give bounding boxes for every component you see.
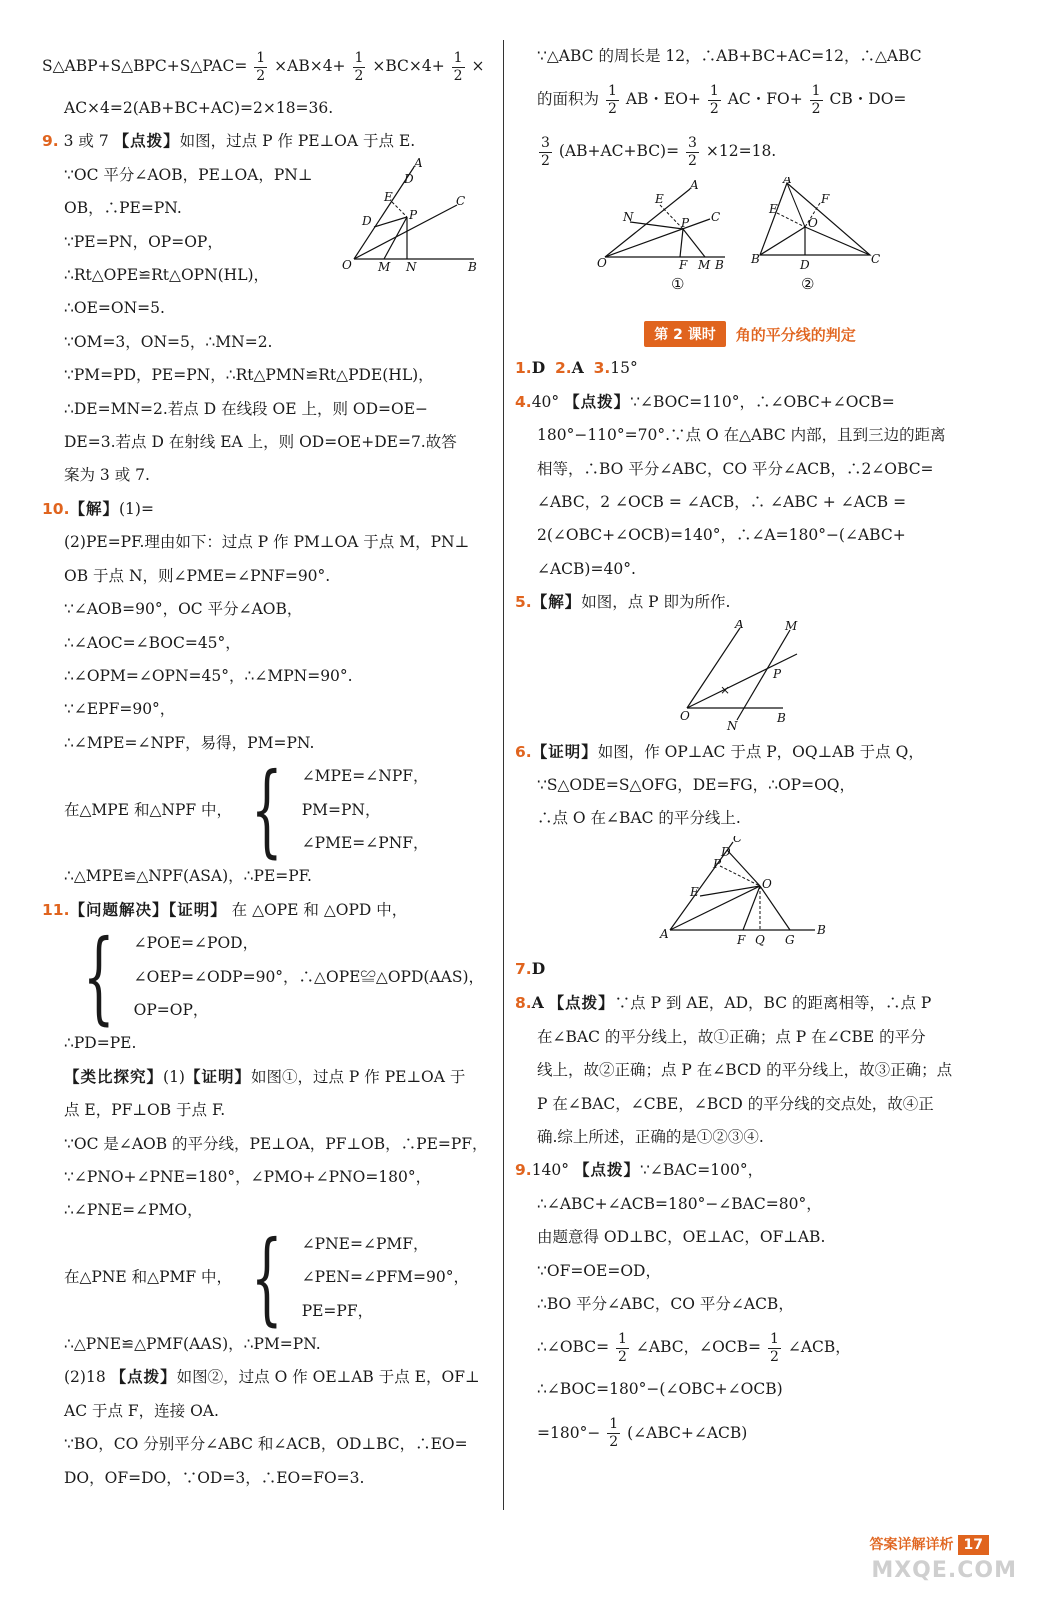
svg-text:P: P [773, 666, 782, 681]
text-line: ∴∠ABC+∠ACB=180°−∠BAC=80°， [537, 1194, 822, 1213]
text-line: ∴△MPE≌△NPF(ASA)，∴PE=PF. [64, 867, 312, 886]
text-line: OB，∴PE=PN. [64, 199, 182, 218]
text-line: ∵OM=3，ON=5，∴MN=2. [64, 332, 273, 351]
text-line: 点 E，PF⊥OB 于点 F. [64, 1101, 226, 1120]
svg-text:F: F [679, 258, 688, 273]
text-line: 由题意得 OD⊥BC，OE⊥AC，OF⊥AB. [537, 1228, 826, 1247]
footer-label: 答案详解详析 [869, 1537, 954, 1553]
q6-geometry-figure [515, 836, 985, 948]
fraction: $\frac{1}{2}$ [607, 82, 617, 117]
svg-text:O: O [597, 256, 607, 271]
fraction: $\frac{3}{2}$ [541, 134, 550, 169]
text-line: 【类比探究】(1)【证明】如图①，过点 P 作 PE⊥OA 于 [64, 1067, 466, 1086]
text: × [471, 57, 485, 75]
page-footer [870, 1534, 989, 1555]
q11-brace-system: { ∠POE=∠POD， ∠OEP=∠ODP=90°，∴△OPE≌△OPD(AAS)， OP=OP， [82, 918, 485, 1036]
text-line: ∴∠AOC=∠BOC=45°， [64, 633, 241, 652]
text-line: 2(∠OBC+∠OCB)=140°，∴∠A=180°−(∠ABC+ [537, 526, 906, 545]
text-line: ∴Rt△OPE≌Rt△OPN(HL)， [64, 266, 270, 285]
svg-text:E: E [384, 189, 393, 204]
svg-text:M: M [698, 258, 711, 273]
fraction: $\frac{3}{2}$ [688, 134, 697, 169]
lesson-badge: 第 2 课时 [644, 321, 726, 347]
q4-line: 4.40° 【点拨】∵∠BOC=110°，∴∠OBC+∠OCB= [515, 392, 895, 411]
text-line: ∵BO，CO 分别平分∠ABC 和∠ACB，OD⊥BC，∴EO= [64, 1435, 468, 1454]
svg-text:C: C [733, 835, 743, 845]
q9r-line: 9.140° 【点拨】∵∠BAC=100°， [515, 1161, 764, 1180]
text-line: OB 于点 N，则∠PME=∠PNF=90°. [64, 566, 331, 585]
svg-text:M: M [785, 619, 798, 633]
text-line: ∴△PNE≌△PMF(AAS)，∴PM=PN. [64, 1335, 321, 1354]
text-line: 在∠BAC 的平分线上，故①正确；点 P 在∠CBE 的平分 [537, 1027, 926, 1046]
text-line: ∠ACB)=40°. [537, 559, 636, 578]
svg-text:N: N [406, 259, 417, 274]
text-line: ∴∠MPE=∠NPF，易得，PM=PN. [64, 733, 315, 752]
left-column [42, 40, 490, 1495]
text-line: (2)PE=PF.理由如下：过点 P 作 PM⊥OA 于点 M，PN⊥ [64, 533, 470, 552]
text-line: ∵∠AOB=90°，OC 平分∠AOB， [64, 600, 303, 619]
svg-text:A: A [783, 177, 792, 187]
figures-1-2 [515, 177, 985, 307]
svg-text:O: O [342, 257, 352, 272]
text-line: AC×4=2(AB+BC+AC)=2×18=36. [64, 99, 334, 117]
text-line: 案为 3 或 7. [64, 466, 150, 485]
svg-text:B: B [817, 922, 826, 937]
q10-brace-system: 在△MPE 和△NPF 中， { ∠MPE=∠NPF， PM=PN， ∠PME=∠PNF， [64, 751, 429, 869]
area-sum-line [42, 40, 490, 92]
fraction: $\frac{1}{2}$ [769, 1330, 779, 1365]
q10-line: 10.【解】(1)= [42, 499, 154, 518]
svg-text:C: C [871, 252, 881, 267]
answers-1-3: 1.D 2.A 3.15° [515, 358, 638, 378]
svg-text:A: A [735, 619, 744, 631]
svg-text:O: O [680, 708, 690, 723]
fraction: $\frac{1}{2}$ [453, 49, 463, 84]
right-column [515, 40, 985, 1459]
text-line: ∵PM=PD，PE=PN，∴Rt△PMN≌Rt△PDE(HL)， [64, 366, 434, 385]
text-line: ∵OC 是∠AOB 的平分线，PE⊥OA，PF⊥OB，∴PE=PF， [64, 1134, 488, 1153]
fraction: $\frac{1}{2}$ [354, 49, 364, 84]
area-formula-line: 的面积为 $\frac{1}{2}$ AB・EO+ $\frac{1}{2}$ AC・FO+ $\frac{1}{2}$ CB・DO= [537, 82, 907, 117]
svg-text:P: P [409, 207, 418, 222]
text-line: DO，OF=DO，∵OD=3，∴EO=FO=3. [64, 1468, 365, 1487]
q6-line: 6.【证明】如图，作 OP⊥AC 于点 P，OQ⊥AB 于点 Q， [515, 742, 924, 761]
svg-text:N: N [727, 718, 738, 732]
fraction: $\frac{1}{2}$ [618, 1330, 627, 1365]
text-line: 180°−110°=70°.∵点 O 在△ABC 内部，且到三边的距离 [537, 426, 946, 445]
figure-label-2: ② [801, 275, 815, 294]
svg-text:B: B [715, 258, 724, 273]
svg-text:E: E [690, 884, 699, 899]
svg-text:P: P [713, 856, 722, 871]
svg-text:D: D [800, 258, 810, 273]
svg-text:C: C [711, 210, 721, 225]
text-line: ∴PD=PE. [64, 1034, 137, 1053]
text-line: ∵S△ODE=S△OFG，DE=FG，∴OP=OQ， [537, 776, 855, 795]
svg-text:D: D [721, 844, 731, 859]
svg-text:D: D [404, 171, 414, 186]
svg-text:E: E [655, 192, 664, 207]
text-line: ∵∠PNO+∠PNE=180°，∠PMO+∠PNO=180°， [64, 1168, 432, 1186]
text-line: 相等，∴BO 平分∠ABC，CO 平分∠ACB，∴2∠OBC= [537, 459, 934, 478]
svg-text:O: O [762, 876, 772, 891]
text: ×AB×4+ [274, 57, 346, 75]
text: S△ABP+S△BPC+S△PAC= [42, 57, 248, 75]
text-line: ∴BO 平分∠ABC，CO 平分∠ACB， [537, 1294, 794, 1313]
text-line: ∴OE=ON=5. [64, 299, 165, 318]
text-line: ∴∠OPM=∠OPN=45°，∴∠MPN=90°. [64, 666, 353, 685]
q8-line: 8.A 【点拨】∵点 P 到 AE，AD，BC 的距离相等，∴点 P [515, 993, 932, 1013]
q5-geometry-figure [515, 620, 985, 732]
text-line: (2)18 【点拨】如图②，过点 O 作 OE⊥AB 于点 E，OF⊥ [64, 1368, 480, 1387]
svg-text:A: A [414, 156, 423, 170]
text-line: ∴∠OBC= $\frac{1}{2}$ ∠ABC，∠OCB= $\frac{1}{2}$ ∠ACB， [537, 1330, 851, 1365]
text-line: ∴∠PNE=∠PMO， [64, 1201, 203, 1220]
svg-text:B: B [468, 259, 477, 274]
watermark: MXQE.COM [871, 1558, 1017, 1583]
text-line: 线上，故②正确；点 P 在∠BCD 的平分线上，故③正确；点 [537, 1061, 953, 1080]
text-line: ∴点 O 在∠BAC 的平分线上. [537, 809, 741, 828]
text-line: ∵OF=OE=OD， [537, 1261, 661, 1280]
text-line: P 在∠BAC，∠CBE，∠BCD 的平分线的交点处，故④正 [537, 1094, 934, 1113]
fraction: $\frac{1}{2}$ [811, 82, 821, 117]
fraction: $\frac{1}{2}$ [256, 49, 266, 84]
text-line: ∵△ABC 的周长是 12，∴AB+BC+AC=12，∴△ABC [537, 47, 922, 65]
q5-line: 5.【解】如图，点 P 即为所作. [515, 593, 731, 612]
fraction: $\frac{1}{2}$ [709, 82, 719, 117]
text-line: AC 于点 F，连接 OA. [64, 1401, 219, 1420]
svg-text:A: A [690, 178, 699, 193]
area-result-line: $\frac{3}{2}$ (AB+AC+BC)= $\frac{3}{2}$ ×12=18. [541, 134, 777, 169]
svg-text:F: F [737, 932, 746, 947]
column-divider [503, 40, 504, 1510]
fraction: $\frac{1}{2}$ [609, 1416, 619, 1451]
figure-label-1: ① [671, 275, 685, 294]
svg-text:E: E [769, 202, 778, 217]
svg-text:M: M [378, 259, 391, 274]
svg-text:O: O [808, 216, 818, 231]
svg-text:G: G [785, 932, 795, 947]
q9-geometry-figure [342, 157, 482, 277]
text-line: ∵PE=PN，OP=OP， [64, 232, 223, 251]
text: ×BC×4+ [372, 57, 445, 75]
lesson-title: 角的平分线的判定 [735, 325, 856, 344]
svg-text:N: N [623, 210, 634, 225]
q7-line: 7.D [515, 958, 546, 978]
text-line: ∵∠EPF=90°， [64, 700, 176, 719]
svg-text:B: B [751, 252, 760, 267]
svg-text:×: × [720, 682, 731, 697]
svg-text:Q: Q [755, 932, 765, 947]
text-line: ∴DE=MN=2.若点 D 在线段 OE 上，则 OD=OE− [64, 399, 429, 418]
text-line: 确.综上所述，正确的是①②③④. [537, 1127, 764, 1146]
q11-brace-system-2: 在△PNE 和△PMF 中， { ∠PNE=∠PMF， ∠PEN=∠PFM=90°， PE=PF， [64, 1218, 469, 1336]
q11-line: 11.【问题解决】【证明】 在 △OPE 和 △OPD 中， [42, 900, 408, 919]
page-number: 17 [958, 1535, 989, 1555]
q9-line: 9. 3 或 7 【点拨】如图，过点 P 作 PE⊥OA 于点 E. [42, 132, 416, 151]
text-line: ∵OC 平分∠AOB，PE⊥OA，PN⊥ [64, 165, 313, 184]
text-line: DE=3.若点 D 在射线 EA 上，则 OD=OE+DE=7.故答 [64, 433, 457, 452]
svg-text:P: P [681, 216, 690, 231]
svg-text:C: C [456, 193, 466, 208]
svg-text:B: B [777, 710, 786, 725]
svg-text:F: F [821, 192, 830, 207]
section-banner [515, 321, 985, 347]
svg-text:A: A [660, 926, 669, 941]
text-line: =180°− $\frac{1}{2}$ (∠ABC+∠ACB) [537, 1416, 748, 1451]
text-line: ∴∠BOC=180°−(∠OBC+∠OCB) [537, 1380, 783, 1399]
text-line: ∠ABC，2 ∠OCB = ∠ACB，∴ ∠ABC + ∠ACB = [537, 493, 907, 512]
svg-text:D: D [362, 213, 372, 228]
